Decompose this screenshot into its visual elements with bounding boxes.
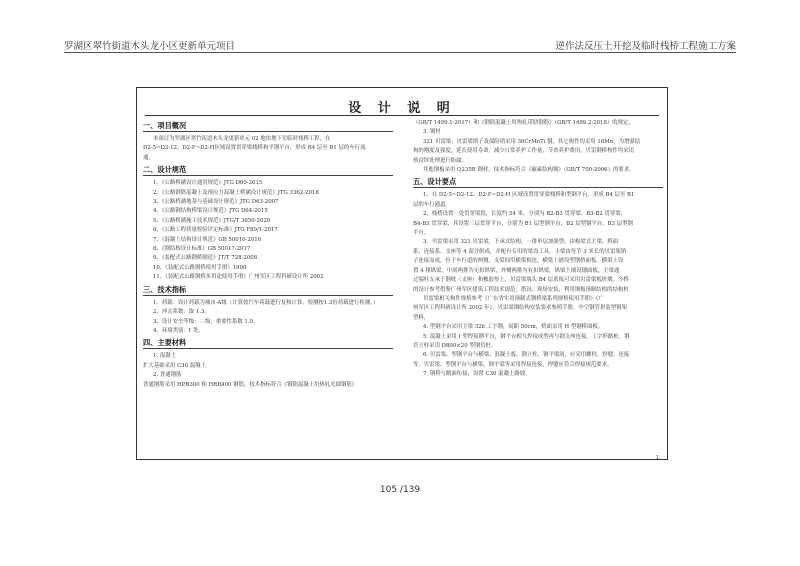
norm-item: 3、《公路桥涵地基与基础设计规范》JTG D63-2007: [153, 199, 279, 206]
norm-item: 9、《装配式公路钢桥制造》JT/T 728-2008: [153, 255, 258, 262]
section-rule: [143, 295, 393, 296]
paragraph: 热浸锌处理进行防腐。: [413, 157, 467, 164]
norm-item: 8、《钢结构设计标准》GB 50017-2017: [153, 246, 251, 253]
section-3-heading: 三、技术指标: [143, 284, 187, 294]
paragraph: 1、在 D2-5~D2-12、D2-F~D2-H 区域设置贯穿梁栈桥和型钢平台，形成 B4 层至 B1: [423, 192, 635, 199]
section-4-heading: 四、主要材料: [143, 338, 187, 348]
tech-item: 2、冲击系数：取 1.3。: [153, 309, 210, 316]
paragraph: B4-B3 贯穿梁，其设置三层贯穿平台，分别为 B1 层型钢平台，B2 层型钢平台，B3 层型钢: [413, 220, 633, 227]
material-item: 1. 混凝土: [153, 353, 177, 360]
paragraph: 7. 钢桥与路面衔接，设置 C30 混凝土路坡。: [423, 371, 531, 378]
paragraph: 普通钢筋采用 HPB300 和 HRB400 钢筋，技术指标符合《钢筋混凝土用热轧光圆钢筋》: [143, 381, 358, 388]
norm-item: 7、《混凝土结构设计规范》GB 50010-2010: [153, 236, 262, 243]
paragraph: 3、贝雷梁采用 321 贝雷梁，下承式结构，一排单层加强型。由构梁式主梁、桥面: [423, 239, 619, 246]
norm-item: 11、《装配式公路钢桥多用途使用手册》广州军区工程科研设计所 2002: [153, 274, 324, 281]
paragraph: 过端柱支承于钢枕（支座）和橡胶垫上，贝雷梁端头 B4 层底板可采用贝雷梁板桩墩。今桥: [413, 277, 629, 284]
norm-item: 5、《公路桥涵施工技术规范》JTG/T 3650-2020: [153, 217, 271, 224]
section-1-heading: 一、项目概况: [143, 121, 187, 130]
paragraph: 321 贝雷梁：贝雷梁销子及保险销采用 30CrMnTi 钢，其它构件均采用 16Mn，为增强结: [423, 138, 641, 145]
sheet-number: 1: [655, 455, 659, 461]
paragraph: 管立柱采用 D800×20 型钢管桩。: [413, 342, 497, 349]
section-rule: [143, 348, 393, 349]
drawing-sheet: [136, 87, 668, 460]
paragraph: 子连接而成，位于车行道的两侧，支梁间用横梁相连，横梁上铺设型钢桥面板，横梁上设: [413, 258, 624, 265]
header-doc-title: 逆作法反压土开挖及临时栈桥工程施工方案: [555, 41, 736, 52]
material-item: 2. 普通钢筋: [153, 372, 182, 379]
tech-item: 1、荷载：设计荷载为城市-A级（计算按汽车荷载进行复核计算，检测按1.3倍荷载进行检测。）: [153, 299, 379, 306]
page-number: 105 /139: [379, 485, 421, 495]
material-item: 3. 钢材: [423, 129, 441, 136]
section-5-heading: 五、设计要点: [413, 177, 457, 187]
paragraph: 构的刚度及强度，延长使用寿命，减少日常养护工作量，节省养护费用，贝雷钢桥构件均采用: [413, 148, 635, 155]
paragraph: 其他钢板采用 Q235B 钢材，技术指标符合《碳素结构钢》（GB/T 700-2006）的要求。: [423, 167, 635, 174]
paragraph: 贝雷梁相关构件规格参考《广东省实用预制式钢桥梁系列规格使用手册》《广: [423, 295, 604, 302]
paragraph: 的设计参考借鉴广州军区建筑工程技术规范，搭设、现场安装、利用钢板预制结构的结构机: [413, 286, 629, 293]
paragraph: 6. 贝雷梁、型钢平台与横梁、混凝土板、钢立柱、钢平梁间，应采用螺栓，焊缝，连接: [423, 352, 630, 359]
paragraph: 扩大基础采用 C30 混凝土: [143, 362, 206, 369]
section-rule: [413, 187, 663, 188]
sheet-title: 设 计 说 明: [348, 101, 456, 116]
paragraph: 层的车行通道。: [413, 201, 451, 208]
paragraph: 4. 型钢平台采用主梁 32b 工字钢，间距 50cm，桥面采用 H 型钢桥面板。: [423, 324, 604, 331]
tech-item: 4、环境类别：I 类。: [153, 327, 204, 334]
norm-item: 1、《公路桥涵设计通用规范》JTG D60-2015: [153, 180, 263, 187]
header-project-name: 罗湖区翠竹街道木头龙小区更新单元项目: [64, 41, 236, 52]
norm-item: 10、《装配式公路钢桥使用手册》1998: [153, 264, 247, 271]
norm-item: 2、《公路钢筋混凝土及预应力混凝土桥涵设计规范》JTG 3362-2018: [153, 189, 319, 196]
paragraph: 通。: [143, 154, 154, 161]
section-rule: [143, 175, 393, 176]
norm-item: 6、《公路工程质量检验评定标准》JTG F80/1-2017: [153, 227, 278, 234]
paragraph: 系、连接系、支座等 4 部分组成，并配有专用的梁设工具。主梁由每节 3 米长的贝雷架销: [413, 248, 627, 255]
paragraph: 置 4 排纵梁，中间两排为无扣纵梁，外侧两排为有扣纵梁。纵梁上铺设钢面板，主梁通: [413, 267, 620, 274]
paragraph: 平台。: [413, 230, 430, 237]
section-2-heading: 二、设计规范: [143, 165, 187, 175]
header-rule: [64, 52, 736, 53]
left-column: [143, 119, 393, 390]
right-column: [413, 119, 663, 380]
paragraph: D2-5~D2-12、D2-F~D2-H区域设置贯穿梁栈桥和平钢平台，形成 B4 层至 B1 层的车行流: [143, 145, 366, 152]
paragraph: 2、栈桥设置一处贯穿梁段，长度约 54 米，分别为 B2-B3 贯穿梁、B3-B2 贯穿梁、: [423, 211, 627, 218]
section-rule: [143, 131, 393, 132]
norm-item: 4、《公路钢结构桥梁设计规范》JTG D64-2015: [153, 208, 268, 215]
paragraph: 塑料。: [413, 314, 430, 321]
paragraph: （GB/T 1499.1-2017）和《钢筋混凝土用热轧带肋钢筋》（GB/T 1499.2-2018）的规定。: [413, 120, 634, 126]
paragraph: 本项目为罗湖区翠竹街道木头龙更新单元 02 地块地下室临时栈桥工程，在: [153, 136, 331, 142]
paragraph: 州军区工程科研设计所 2002 年》，贝雷梁钢结构安装要求参照手册。中空钢管拼装型钢架: [413, 305, 627, 312]
paragraph: 5. 混凝土采用 I 型焊接钢平台，钢平台相互焊接成型再与钢支座连接，工字形路桩，钢: [423, 333, 630, 340]
paragraph: 等，贝雷梁、型钢平台与横梁，钢平梁等采用焊接连接，焊缝应符合焊接规范要求。: [413, 361, 613, 368]
title-rule: [145, 115, 659, 116]
tech-item: 3、设计安全等级：二级，重要性系数 1.0。: [153, 318, 259, 325]
